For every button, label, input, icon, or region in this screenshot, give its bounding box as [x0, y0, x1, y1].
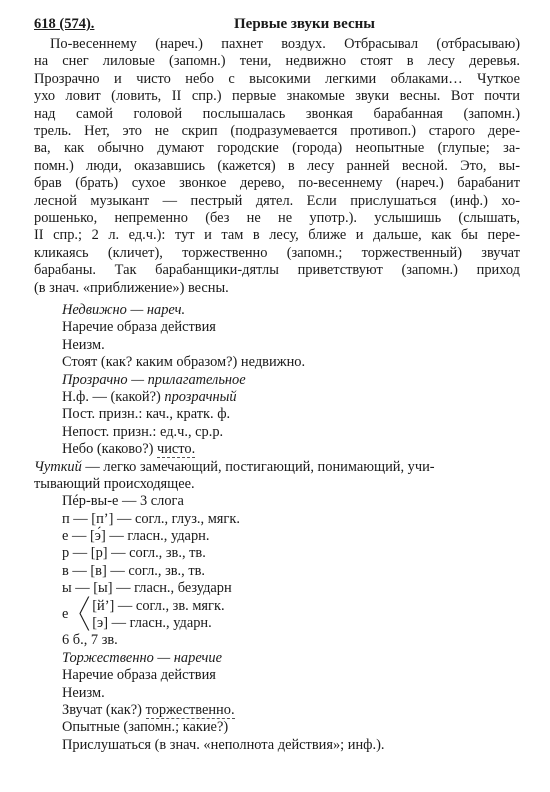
text-line: II спр.; 2 л. ед.ч.): тут и там в лесу, ближе и дальше, как бы пере- [34, 227, 520, 244]
text-line: (в знач. «приближение») весны. [34, 279, 229, 296]
analysis-line: р — [р] — согл., зв., тв. [62, 545, 206, 562]
analysis-line: Прозрачно — прилагательное [62, 371, 246, 388]
exercise-text [34, 36, 520, 297]
text-line: Прозрачно и чисто небо с высокими легкими облаками… Чуткое [34, 70, 520, 87]
analysis-line: тывающий происходящее. [34, 475, 195, 492]
analysis-line: Прислушаться (в знач. «неполнота действия»; инф.). [62, 736, 385, 753]
text-line: лесной музыкант — пестрый дятел. Если прислушаться (инф.) хо- [34, 192, 520, 209]
analysis-text: Звучат (как?) [62, 701, 146, 718]
analysis-text: Небо (каково?) [62, 441, 157, 458]
analysis-line: ы — [ы] — гласн., безударн [62, 580, 232, 597]
exercise-header [34, 16, 534, 38]
analysis-line: Пéр-вы-е — 3 слога [62, 493, 184, 510]
analysis-line: ╱ [й’] — согл., зв. мягк. [80, 597, 225, 614]
analysis-line [62, 389, 532, 406]
text-line: над самой головой послышалась звонкая барабанная (запомн.) [34, 105, 520, 122]
analysis-line: п — [п’] — согл., глуз., мягк. [62, 510, 240, 527]
analysis-text: ╲ [э] — гласн., ударн. [80, 615, 212, 632]
analysis-line [34, 459, 532, 476]
analysis-line: Торжественно — наречие [62, 649, 222, 666]
exercise-number: 618 (574). [34, 16, 95, 32]
analysis-line: 6 б., 7 зв. [62, 632, 118, 649]
analysis-underlined: торжественно. [145, 701, 235, 718]
exercise-title: Первые звуки весны [234, 16, 375, 32]
text-line: помн.) люди, оказавшись (кажется) в лесу ранней весной. Это, вы- [34, 157, 520, 174]
analysis-line: Непост. призн.: ед.ч., ср.р. [62, 423, 224, 440]
text-line: ухо ловит (ловить, II спр.) первые знакомые звуки весны. Вот почти [34, 88, 520, 105]
analysis-italic: прозрачный [164, 388, 237, 405]
text-line: кликаясь (кличет), торжественно (запомн.; торжественный) звучат [34, 244, 520, 261]
analysis-line: в — [в] — согл., зв., тв. [62, 562, 206, 579]
analysis-line [62, 702, 532, 719]
text-line: рошенько, непременно (без не не употр.). услышишь (слышать, [34, 210, 520, 227]
word-analysis [34, 302, 532, 754]
analysis-line: Неизм. [62, 684, 105, 701]
analysis-line: Наречие образа действия [62, 667, 216, 684]
analysis-line [62, 606, 532, 632]
analysis-line: Опытные (запомн.; какие?) [62, 719, 229, 736]
analysis-line: е — [э́] — гласн., ударн. [62, 528, 210, 545]
text-line: на снег лиловые (запомн.) тени, недвижно стоят в лесу деревья. [34, 53, 520, 70]
text-line: барабаны. Так барабанщики-дятлы приветствуют (запомн.) приход [34, 262, 520, 279]
analysis-underlined: чисто. [156, 441, 196, 458]
analysis-line: Пост. призн.: кач., кратк. ф. [62, 406, 231, 423]
text-line: ва, как обычно думают городские (города) неопытные (глупые; за- [34, 140, 520, 157]
text-line: По-весеннему (нареч.) пахнет воздух. Отбрасывал (отбрасываю) [50, 36, 520, 52]
analysis-text: — легко замечающий, постигающий, понимающий, учи- [81, 458, 435, 475]
analysis-italic: Чуткий [34, 458, 82, 475]
analysis-line: Стоят (как? каким образом?) недвижно. [62, 354, 306, 371]
text-line: трель. Нет, это не скрип (подразумевается противоп.) старого дере- [34, 123, 520, 140]
analysis-line: Наречие образа действия [62, 319, 216, 336]
analysis-letter: е [62, 606, 69, 623]
analysis-text: Н.ф. — (какой?) [62, 388, 165, 405]
analysis-line [62, 441, 532, 458]
text-line: брав (брать) сухое звонкое дерево, по-весеннему (нареч.) барабанит [34, 175, 520, 192]
analysis-line: Неизм. [62, 336, 105, 353]
analysis-line: Недвижно — нареч. [62, 302, 186, 318]
